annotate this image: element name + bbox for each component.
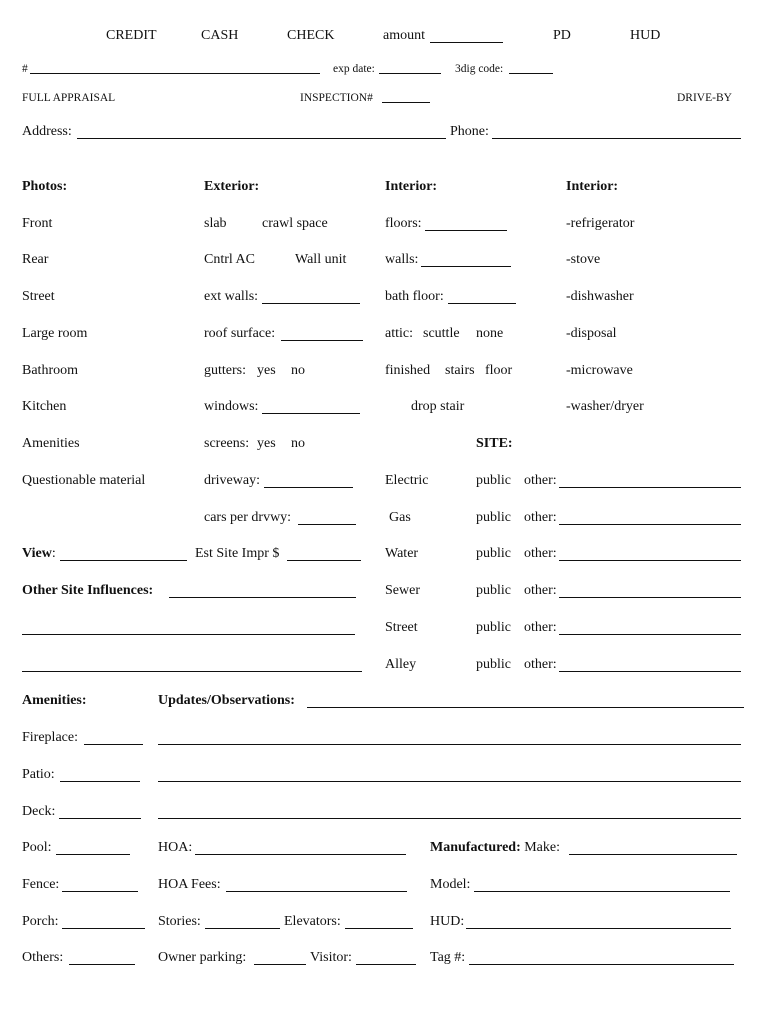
crawl-space-option[interactable]: crawl space [262,216,328,231]
attic-label: attic: [385,326,413,341]
screens-label: screens: [204,436,250,451]
inspection-field[interactable] [382,102,430,103]
other-site-influences-label: Other Site Influences: [22,583,154,598]
photo-item-street[interactable]: Street [22,289,55,304]
patio-field[interactable] [60,781,140,782]
site-row-sewer: Sewer [385,583,420,598]
screens-yes-option[interactable]: yes [257,436,276,451]
address-field[interactable] [77,138,446,139]
fence-field[interactable] [62,891,138,892]
site-other-field[interactable] [559,671,741,672]
fence-label: Fence: [22,877,60,892]
photo-item-rear[interactable]: Rear [22,252,49,267]
pool-field[interactable] [56,854,130,855]
site-public-option[interactable]: public [476,657,511,672]
code-label: 3dig code: [455,63,504,75]
dishwasher-item[interactable]: -dishwasher [566,289,634,304]
finished-option[interactable]: finished [385,363,431,378]
disposal-item[interactable]: -disposal [566,326,617,341]
windows-label: windows: [204,399,259,414]
fireplace-field[interactable] [84,744,143,745]
windows-field[interactable] [262,413,360,414]
hoa-fees-label: HOA Fees: [158,877,221,892]
pool-label: Pool: [22,840,52,855]
porch-field[interactable] [62,928,145,929]
other-site-influences-field[interactable] [169,597,356,598]
updates-observations-label: Updates/Observations: [158,693,295,708]
view-label: View: [22,546,56,561]
phone-field[interactable] [492,138,741,139]
driveway-field[interactable] [264,487,353,488]
updates-observations-field[interactable] [307,707,744,708]
cars-per-drvwy-label: cars per drvwy: [204,510,292,525]
visitor-label: Visitor: [310,950,352,965]
gutters-no-option[interactable]: no [291,363,305,378]
cars-per-drvwy-field[interactable] [298,524,356,525]
site-other-label: other: [524,657,557,672]
photo-item-large-room[interactable]: Large room [22,326,88,341]
elevators-field[interactable] [345,928,413,929]
floors-label: floors: [385,216,422,231]
fireplace-label: Fireplace: [22,730,78,745]
site-row-electric: Electric [385,473,429,488]
model-field[interactable] [474,891,730,892]
site-row-alley: Alley [385,657,417,672]
site-other-label: other: [524,546,557,561]
other-site-influences-line-2[interactable] [22,634,355,635]
site-other-field[interactable] [559,487,741,488]
others-field[interactable] [69,964,135,965]
est-site-impr-label: Est Site Impr $ [195,546,280,561]
interior-appliances-heading: Interior: [566,179,619,194]
deck-label: Deck: [22,804,56,819]
bath-floor-field[interactable] [448,303,516,304]
deck-field[interactable] [59,818,141,819]
elevators-label: Elevators: [284,914,341,929]
stove-item[interactable]: -stove [566,252,601,267]
site-other-label: other: [524,510,557,525]
owner-parking-label: Owner parking: [158,950,247,965]
site-row-gas: Gas [389,510,411,525]
site-heading: SITE: [476,436,513,451]
interior-heading: Interior: [385,179,438,194]
credit-option[interactable]: CREDIT [106,28,157,43]
photo-item-kitchen[interactable]: Kitchen [22,399,67,414]
card-number-field[interactable] [30,73,320,74]
porch-label: Porch: [22,914,59,929]
driveway-label: driveway: [204,473,260,488]
site-row-street: Street [385,620,418,635]
est-site-impr-field[interactable] [287,560,361,561]
drop-stair-option[interactable]: drop stair [411,399,465,414]
roof-surface-field[interactable] [281,340,363,341]
site-row-water: Water [385,546,419,561]
gutters-label: gutters: [204,363,246,378]
ext-walls-label: ext walls: [204,289,259,304]
pd-option[interactable]: PD [553,28,571,43]
site-other-field[interactable] [559,560,741,561]
hud-number-field[interactable] [466,928,731,929]
full-appraisal-option[interactable]: FULL APPRAISAL [22,92,116,104]
screens-no-option[interactable]: no [291,436,305,451]
photo-item-bathroom[interactable]: Bathroom [22,363,78,378]
scuttle-option[interactable]: scuttle [423,326,460,341]
model-label: Model: [430,877,471,892]
cntrl-ac-option[interactable]: Cntrl AC [204,252,255,267]
view-field[interactable] [60,560,187,561]
patio-label: Patio: [22,767,55,782]
floors-field[interactable] [425,230,507,231]
manufactured-make-field[interactable] [569,854,737,855]
updates-observations-line-3[interactable] [158,781,741,782]
visitor-field[interactable] [356,964,416,965]
walls-label: walls: [385,252,419,267]
manufactured-make-label: Manufactured: Make: [430,840,560,855]
other-site-influences-line-3[interactable] [22,671,362,672]
stories-field[interactable] [205,928,280,929]
bath-floor-label: bath floor: [385,289,444,304]
photo-item-questionable-material[interactable]: Questionable material [22,473,146,488]
site-other-label: other: [524,583,557,598]
amount-field[interactable] [430,42,503,43]
ext-walls-field[interactable] [262,303,360,304]
none-option[interactable]: none [476,326,504,341]
site-other-field[interactable] [559,597,741,598]
site-other-label: other: [524,473,557,488]
address-label: Address: [22,124,72,139]
site-other-label: other: [524,620,557,635]
check-option[interactable]: CHECK [287,28,335,43]
tag-number-label: Tag #: [430,950,466,965]
others-label: Others: [22,950,64,965]
gutters-yes-option[interactable]: yes [257,363,276,378]
card-number-label: # [22,63,28,75]
amenities-heading: Amenities: [22,693,87,708]
exterior-heading: Exterior: [204,179,260,194]
tag-number-field[interactable] [469,964,734,965]
amount-label: amount [383,28,425,43]
exp-date-label: exp date: [333,63,375,75]
roof-surface-label: roof surface: [204,326,276,341]
site-other-field[interactable] [559,524,741,525]
phone-label: Phone: [450,124,489,139]
hoa-field[interactable] [195,854,406,855]
washer-dryer-item[interactable]: -washer/dryer [566,399,644,414]
photo-item-amenities[interactable]: Amenities [22,436,80,451]
floor-option[interactable]: floor [485,363,513,378]
site-other-field[interactable] [559,634,741,635]
owner-parking-field[interactable] [254,964,306,965]
walls-field[interactable] [421,266,511,267]
exp-date-field[interactable] [379,73,441,74]
slab-option[interactable]: slab [204,216,227,231]
hud-number-label: HUD: [430,914,465,929]
site-public-option[interactable]: public [476,546,511,561]
site-public-option[interactable]: public [476,620,511,635]
site-public-option[interactable]: public [476,510,511,525]
updates-observations-line-4[interactable] [158,818,741,819]
stairs-option[interactable]: stairs [445,363,475,378]
inspection-label: INSPECTION# [300,92,373,104]
drive-by-option[interactable]: DRIVE-BY [677,92,732,104]
hoa-label: HOA: [158,840,193,855]
site-public-option[interactable]: public [476,583,511,598]
stories-label: Stories: [158,914,201,929]
hoa-fees-field[interactable] [226,891,407,892]
cash-option[interactable]: CASH [201,28,239,43]
photos-heading: Photos: [22,179,68,194]
microwave-item[interactable]: -microwave [566,363,633,378]
updates-observations-line-2[interactable] [158,744,741,745]
site-public-option[interactable]: public [476,473,511,488]
photo-item-front[interactable]: Front [22,216,53,231]
wall-unit-option[interactable]: Wall unit [295,252,347,267]
refrigerator-item[interactable]: -refrigerator [566,216,635,231]
hud-option[interactable]: HUD [630,28,661,43]
code-field[interactable] [509,73,553,74]
